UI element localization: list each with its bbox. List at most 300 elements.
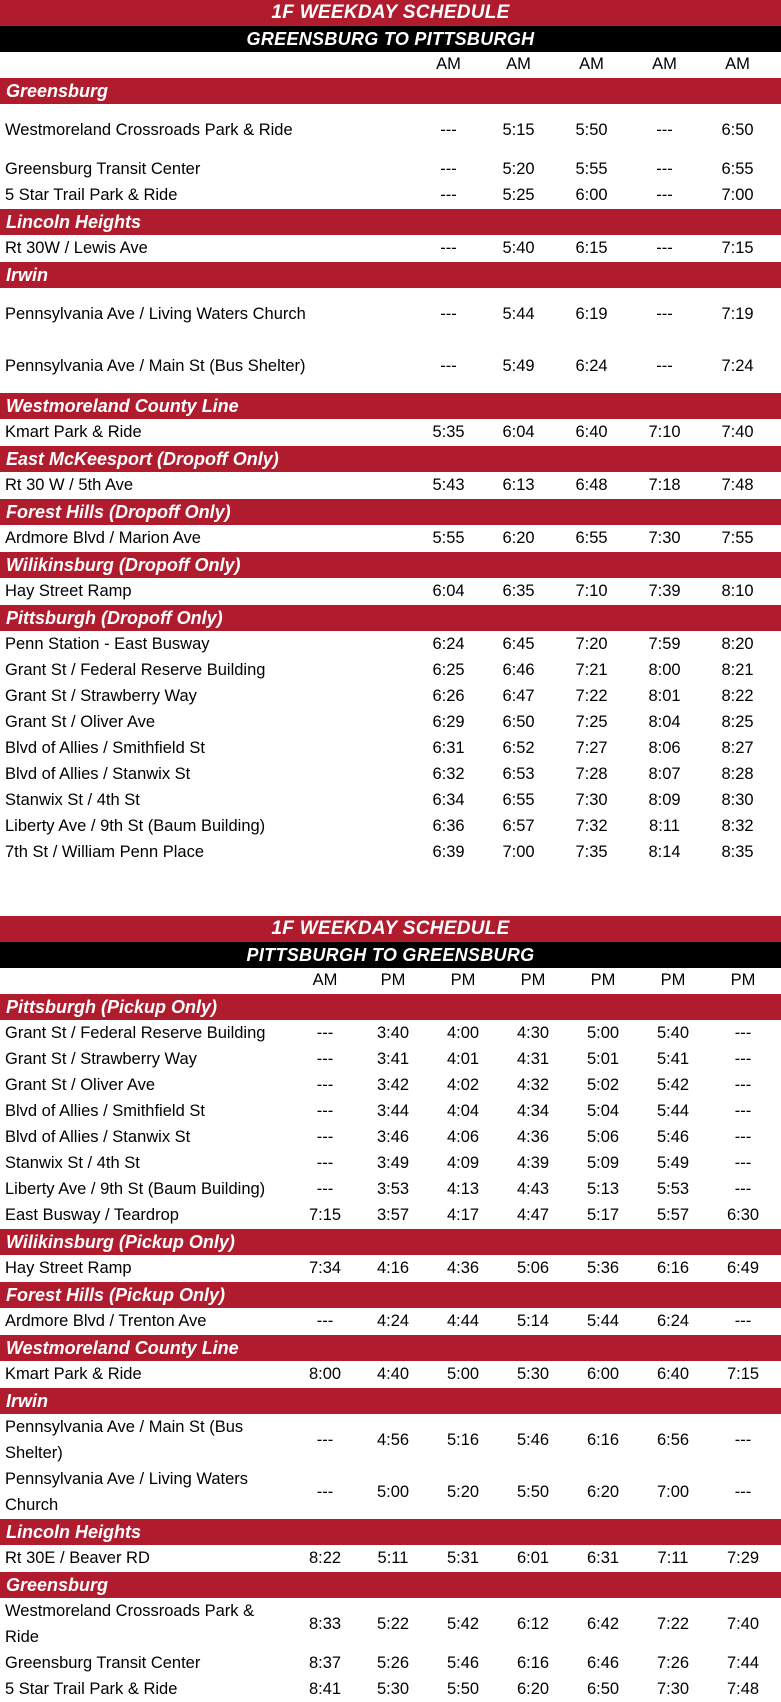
departure-time: 4:40: [376, 1364, 410, 1383]
departure-time: 7:28: [575, 764, 608, 783]
table-row: [0, 683, 781, 709]
departure-time: 8:37: [308, 1653, 342, 1672]
departure-time: 8:21: [721, 660, 754, 679]
departure-time: 7:40: [721, 422, 754, 441]
stop-name: Kmart Park & Ride: [5, 422, 142, 441]
departure-time: 7:35: [575, 842, 608, 861]
departure-time: 6:46: [586, 1653, 620, 1672]
departure-time: 4:32: [516, 1075, 550, 1094]
table-row: [0, 1124, 781, 1150]
departure-time: 6:40: [575, 422, 608, 441]
departure-time: 8:28: [721, 764, 754, 783]
stop-name: Blvd of Allies / Smithfield St: [5, 738, 205, 757]
departure-time: ---: [656, 185, 673, 204]
stop-name: 7th St / William Penn Place: [5, 842, 204, 861]
departure-time: 7:40: [726, 1614, 760, 1633]
section-header: East McKeesport (Dropoff Only): [0, 445, 781, 472]
departure-time: ---: [734, 1049, 752, 1068]
table-row: [0, 1598, 781, 1650]
departure-time: 8:00: [308, 1364, 342, 1383]
stop-name: Ardmore Blvd / Trenton Ave: [5, 1311, 207, 1330]
departure-time: 6:56: [656, 1430, 690, 1449]
stop-name: Grant St / Strawberry Way: [5, 1049, 197, 1068]
departure-time: ---: [656, 304, 673, 323]
departure-time: 3:42: [376, 1075, 410, 1094]
departure-time: 8:35: [721, 842, 754, 861]
departure-time: 7:44: [726, 1653, 760, 1672]
departure-time: 5:46: [516, 1430, 550, 1449]
section-header: Greensburg: [0, 1571, 781, 1598]
departure-time: 4:36: [446, 1258, 480, 1277]
stop-name: Pennsylvania Ave / Living Waters Church: [5, 1470, 249, 1514]
departure-time: 6:46: [502, 660, 535, 679]
table-row: [0, 288, 781, 340]
departure-time: 5:16: [446, 1430, 480, 1449]
departure-time: 6:15: [575, 238, 608, 257]
departure-time: 6:34: [432, 790, 465, 809]
departure-time: 6:50: [721, 120, 754, 139]
departure-time: 5:04: [586, 1101, 620, 1120]
departure-time: 4:01: [446, 1049, 480, 1068]
departure-time: 8:01: [648, 686, 681, 705]
table-row: [0, 1308, 781, 1334]
departure-time: 5:20: [446, 1482, 480, 1501]
departure-time: 7:48: [721, 475, 754, 494]
table-row: [0, 1072, 781, 1098]
departure-time: 7:00: [721, 185, 754, 204]
departure-time: ---: [440, 120, 457, 139]
departure-time: ---: [440, 356, 457, 375]
departure-time: 6:57: [502, 816, 535, 835]
departure-time: 6:25: [432, 660, 465, 679]
departure-time: 5:15: [502, 120, 535, 139]
departure-time: 6:04: [502, 422, 535, 441]
departure-time: 8:11: [649, 816, 680, 835]
stop-name: Rt 30W / Lewis Ave: [5, 238, 148, 257]
table-row: [0, 156, 781, 182]
stop-name: Greensburg Transit Center: [5, 1653, 201, 1672]
departure-time: 6:20: [502, 528, 535, 547]
departure-time: 5:35: [432, 422, 465, 441]
section-header: Pittsburgh (Dropoff Only): [0, 604, 781, 631]
section-header: Westmoreland County Line: [0, 1334, 781, 1361]
stop-name: Liberty Ave / 9th St (Baum Building): [5, 1179, 266, 1198]
table-row: [0, 1545, 781, 1571]
departure-time: ---: [316, 1075, 334, 1094]
departure-time: 5:17: [586, 1205, 620, 1224]
departure-time: 8:06: [648, 738, 681, 757]
table-row: [0, 761, 781, 787]
departure-time: ---: [656, 159, 673, 178]
departure-time: 8:33: [308, 1614, 342, 1633]
departure-time: 8:04: [648, 712, 681, 731]
section-header: Wilikinsburg (Dropoff Only): [0, 551, 781, 578]
departure-time: ---: [734, 1430, 752, 1449]
schedule-title: 1F WEEKDAY SCHEDULE: [0, 916, 781, 942]
section-header: Forest Hills (Pickup Only): [0, 1281, 781, 1308]
departure-time: ---: [656, 120, 673, 139]
departure-time: 7:22: [575, 686, 608, 705]
table-row: [0, 1020, 781, 1046]
departure-time: 8:32: [721, 816, 754, 835]
section-header: Irwin: [0, 261, 781, 288]
departure-time: ---: [316, 1179, 334, 1198]
departure-time: 6:26: [432, 686, 465, 705]
departure-time: ---: [316, 1482, 334, 1501]
table-row: [0, 1466, 781, 1518]
table-row: [0, 1202, 781, 1228]
departure-time: ---: [440, 185, 457, 204]
table-row: [0, 1150, 781, 1176]
departure-time: 5:43: [432, 475, 465, 494]
table-row: [0, 472, 781, 498]
departure-time: 3:53: [376, 1179, 410, 1198]
table-row: [0, 839, 781, 865]
departure-time: 4:00: [446, 1023, 480, 1042]
departure-time: 5:50: [516, 1482, 550, 1501]
departure-time: 5:06: [516, 1258, 550, 1277]
departure-time: 5:49: [502, 356, 535, 375]
departure-time: ---: [316, 1049, 334, 1068]
departure-time: 7:39: [648, 581, 681, 600]
departure-time: ---: [440, 238, 457, 257]
departure-time: ---: [734, 1101, 752, 1120]
stop-name: Pennsylvania Ave / Living Waters Church: [5, 305, 306, 323]
stop-name: Greensburg Transit Center: [5, 159, 201, 178]
table-row: [0, 709, 781, 735]
table-row: [0, 1176, 781, 1202]
departure-time: 6:01: [516, 1548, 550, 1567]
departure-time: 5:50: [446, 1679, 480, 1698]
schedule-table: [0, 916, 781, 1702]
departure-time: 7:15: [726, 1364, 760, 1383]
section-header: Forest Hills (Dropoff Only): [0, 498, 781, 525]
section-header: Greensburg: [0, 77, 781, 104]
schedule-gap: [0, 865, 781, 916]
departure-time: 5:46: [656, 1127, 690, 1146]
table-row: [0, 657, 781, 683]
stop-name: Hay Street Ramp: [5, 1258, 132, 1277]
departure-time: 7:30: [575, 790, 608, 809]
departure-time: 4:44: [446, 1311, 480, 1330]
departure-time: ---: [734, 1127, 752, 1146]
departure-time: 6:42: [586, 1614, 620, 1633]
departure-time: 7:10: [648, 422, 681, 441]
departure-time: 6:53: [502, 764, 535, 783]
departure-time: 6:36: [432, 816, 465, 835]
departure-time: 5:50: [575, 120, 608, 139]
departure-time: 3:41: [376, 1049, 410, 1068]
departure-time: 5:22: [376, 1614, 410, 1633]
departure-time: 5:46: [446, 1653, 480, 1672]
departure-time: 6:35: [502, 581, 535, 600]
departure-time: 4:13: [446, 1179, 480, 1198]
departure-time: ---: [734, 1075, 752, 1094]
departure-time: 6:24: [432, 634, 465, 653]
departure-time: 7:32: [575, 816, 608, 835]
table-row: [0, 340, 781, 392]
departure-time: 5:13: [586, 1179, 620, 1198]
departure-time: ---: [316, 1127, 334, 1146]
departure-time: 5:00: [446, 1364, 480, 1383]
schedule-direction: GREENSBURG TO PITTSBURGH: [0, 26, 781, 52]
stop-name: East Busway / Teardrop: [5, 1205, 179, 1224]
departure-time: 6:04: [432, 581, 465, 600]
departure-time: 6:50: [586, 1679, 620, 1698]
departure-time: 8:20: [721, 634, 754, 653]
departure-time: 3:46: [376, 1127, 410, 1146]
departure-time: 7:21: [575, 660, 608, 679]
departure-time: 4:56: [376, 1430, 410, 1449]
departure-time: 6:20: [586, 1482, 620, 1501]
stop-name: Grant St / Federal Reserve Building: [5, 660, 266, 679]
departure-time: 6:24: [656, 1311, 690, 1330]
period-label: PM: [520, 971, 546, 989]
departure-time: 3:57: [376, 1205, 410, 1224]
departure-time: 7:55: [721, 528, 754, 547]
departure-time: 4:31: [516, 1049, 550, 1068]
departure-time: 6:20: [516, 1679, 550, 1698]
departure-time: 3:40: [376, 1023, 410, 1042]
departure-time: 6:16: [516, 1653, 550, 1672]
departure-time: 7:20: [575, 634, 608, 653]
departure-time: 7:15: [721, 238, 754, 257]
stop-name: Grant St / Oliver Ave: [5, 1075, 156, 1094]
section-header: Lincoln Heights: [0, 1518, 781, 1545]
period-label: AM: [506, 55, 531, 73]
departure-time: ---: [734, 1153, 752, 1172]
departure-time: 4:30: [516, 1023, 550, 1042]
stop-name: Grant St / Federal Reserve Building: [5, 1023, 266, 1042]
stop-name: Grant St / Strawberry Way: [5, 686, 197, 705]
departure-time: ---: [656, 356, 673, 375]
stop-name: Grant St / Oliver Ave: [5, 712, 156, 731]
period-label: AM: [436, 55, 461, 73]
departure-time: 6:13: [502, 475, 535, 494]
table-row: [0, 1255, 781, 1281]
departure-time: 6:39: [432, 842, 465, 861]
departure-time: 4:39: [516, 1153, 550, 1172]
departure-time: 7:30: [656, 1679, 690, 1698]
departure-time: 4:47: [516, 1205, 550, 1224]
departure-time: 4:24: [376, 1311, 410, 1330]
schedule-direction: PITTSBURGH TO GREENSBURG: [0, 942, 781, 968]
departure-time: 8:41: [308, 1679, 342, 1698]
departure-time: 5:57: [656, 1205, 690, 1224]
departure-time: 6:12: [516, 1614, 550, 1633]
departure-time: ---: [316, 1101, 334, 1120]
departure-time: 7:10: [575, 581, 608, 600]
departure-time: 6:24: [575, 356, 608, 375]
departure-time: ---: [440, 304, 457, 323]
period-label: AM: [652, 55, 677, 73]
table-row: [0, 735, 781, 761]
departure-time: 7:29: [726, 1548, 760, 1567]
departure-time: 4:09: [446, 1153, 480, 1172]
departure-time: 8:25: [721, 712, 754, 731]
departure-time: 8:30: [721, 790, 754, 809]
departure-time: 7:00: [502, 842, 535, 861]
departure-time: 4:36: [516, 1127, 550, 1146]
stop-name: Pennsylvania Ave / Main St (Bus Shelter): [5, 357, 306, 375]
departure-time: 5:40: [502, 238, 535, 257]
table-row: [0, 104, 781, 156]
departure-time: ---: [316, 1311, 334, 1330]
departure-time: 7:26: [656, 1653, 690, 1672]
stop-name: Stanwix St / 4th St: [5, 790, 140, 809]
departure-time: 7:30: [648, 528, 681, 547]
stop-name: Rt 30E / Beaver RD: [5, 1548, 150, 1567]
departure-time: 5:20: [502, 159, 535, 178]
stop-name: Blvd of Allies / Smithfield St: [5, 1101, 205, 1120]
stop-name: 5 Star Trail Park & Ride: [5, 1679, 178, 1698]
departure-time: 6:40: [656, 1364, 690, 1383]
departure-time: 5:00: [376, 1482, 410, 1501]
departure-time: 5:44: [586, 1311, 620, 1330]
stop-name: Pennsylvania Ave / Main St (Bus Shelter): [5, 1418, 244, 1462]
departure-time: 7:18: [648, 475, 681, 494]
departure-time: 5:42: [656, 1075, 690, 1094]
departure-time: 8:00: [648, 660, 681, 679]
departure-time: 5:30: [376, 1679, 410, 1698]
departure-time: ---: [316, 1430, 334, 1449]
stop-name: Ardmore Blvd / Marion Ave: [5, 528, 201, 547]
departure-time: 7:27: [575, 738, 608, 757]
departure-time: 6:55: [502, 790, 535, 809]
departure-time: 5:42: [446, 1614, 480, 1633]
departure-time: 5:49: [656, 1153, 690, 1172]
departure-time: 3:44: [376, 1101, 410, 1120]
departure-time: ---: [734, 1023, 752, 1042]
period-label: AM: [725, 55, 750, 73]
table-row: [0, 787, 781, 813]
departure-time: 6:30: [726, 1205, 760, 1224]
stop-name: Kmart Park & Ride: [5, 1364, 142, 1383]
departure-time: 5:31: [446, 1548, 480, 1567]
departure-time: 8:07: [648, 764, 681, 783]
departure-time: 7:48: [726, 1679, 760, 1698]
departure-time: 6:45: [502, 634, 535, 653]
departure-time: 6:16: [586, 1430, 620, 1449]
stop-name: Stanwix St / 4th St: [5, 1153, 140, 1172]
table-row: [0, 1098, 781, 1124]
departure-time: 6:48: [575, 475, 608, 494]
departure-time: 8:10: [721, 581, 754, 600]
period-label: PM: [730, 971, 756, 989]
section-header: Irwin: [0, 1387, 781, 1414]
stop-name: Blvd of Allies / Stanwix St: [5, 1127, 191, 1146]
departure-time: 7:59: [648, 634, 681, 653]
stop-name: Hay Street Ramp: [5, 581, 132, 600]
departure-time: 5:02: [586, 1075, 620, 1094]
departure-time: 5:41: [656, 1049, 690, 1068]
departure-time: 4:04: [446, 1101, 480, 1120]
departure-time: 5:14: [516, 1311, 550, 1330]
departure-time: 5:36: [586, 1258, 620, 1277]
departure-time: 6:52: [502, 738, 535, 757]
departure-time: 7:00: [656, 1482, 690, 1501]
departure-time: 5:01: [586, 1049, 620, 1068]
departure-time: 8:14: [648, 842, 681, 861]
section-header: Lincoln Heights: [0, 208, 781, 235]
period-label: PM: [380, 971, 406, 989]
departure-time: 5:00: [586, 1023, 620, 1042]
departure-time: ---: [440, 159, 457, 178]
departure-time: 4:43: [516, 1179, 550, 1198]
table-row: [0, 1361, 781, 1387]
period-label: AM: [312, 971, 338, 989]
departure-time: 4:02: [446, 1075, 480, 1094]
period-label: PM: [450, 971, 476, 989]
departure-time: 6:49: [726, 1258, 760, 1277]
departure-time: ---: [734, 1311, 752, 1330]
table-row: [0, 813, 781, 839]
departure-time: 6:19: [575, 304, 608, 323]
period-label: AM: [579, 55, 604, 73]
departure-time: ---: [656, 238, 673, 257]
departure-time: 6:47: [502, 686, 535, 705]
departure-time: 3:49: [376, 1153, 410, 1172]
departure-time: 7:19: [721, 304, 754, 323]
table-row: [0, 525, 781, 551]
departure-time: 8:22: [308, 1548, 342, 1567]
stop-name: Rt 30 W / 5th Ave: [5, 475, 134, 494]
departure-time: 7:34: [308, 1258, 342, 1277]
departure-time: ---: [734, 1482, 752, 1501]
stop-name: Westmoreland Crossroads Park & Ride: [5, 1602, 255, 1646]
table-row: [0, 419, 781, 445]
departure-time: 5:40: [656, 1023, 690, 1042]
schedule-title: 1F WEEKDAY SCHEDULE: [0, 0, 781, 26]
period-label: PM: [590, 971, 616, 989]
departure-time: 7:15: [308, 1205, 342, 1224]
table-row: [0, 578, 781, 604]
departure-time: ---: [734, 1179, 752, 1198]
departure-time: 6:55: [575, 528, 608, 547]
departure-time: ---: [316, 1023, 334, 1042]
departure-time: 5:55: [575, 159, 608, 178]
departure-time: 4:16: [376, 1258, 410, 1277]
section-header: Pittsburgh (Pickup Only): [0, 993, 781, 1020]
period-label: PM: [660, 971, 686, 989]
departure-time: 7:24: [721, 356, 754, 375]
departure-time: 6:50: [502, 712, 535, 731]
departure-time: 5:11: [377, 1548, 409, 1567]
departure-time: 8:27: [721, 738, 754, 757]
table-row: [0, 182, 781, 208]
departure-time: 6:55: [721, 159, 754, 178]
departure-time: 7:22: [656, 1614, 690, 1633]
table-row: [0, 1046, 781, 1072]
departure-time: 5:55: [432, 528, 465, 547]
departure-time: 5:26: [376, 1653, 410, 1672]
departure-time: 4:34: [516, 1101, 550, 1120]
departure-time: 6:16: [656, 1258, 690, 1277]
departure-time: 5:06: [586, 1127, 620, 1146]
departure-time: 5:53: [656, 1179, 690, 1198]
table-row: [0, 1650, 781, 1676]
departure-time: 7:25: [575, 712, 608, 731]
departure-time: 6:00: [586, 1364, 620, 1383]
departure-time: 5:09: [586, 1153, 620, 1172]
stop-name: Blvd of Allies / Stanwix St: [5, 764, 191, 783]
table-row: [0, 1676, 781, 1702]
stop-name: Penn Station - East Busway: [5, 634, 210, 653]
table-row: [0, 631, 781, 657]
departure-time: 5:44: [656, 1101, 690, 1120]
departure-time: 7:11: [657, 1548, 689, 1567]
table-row: [0, 1414, 781, 1466]
